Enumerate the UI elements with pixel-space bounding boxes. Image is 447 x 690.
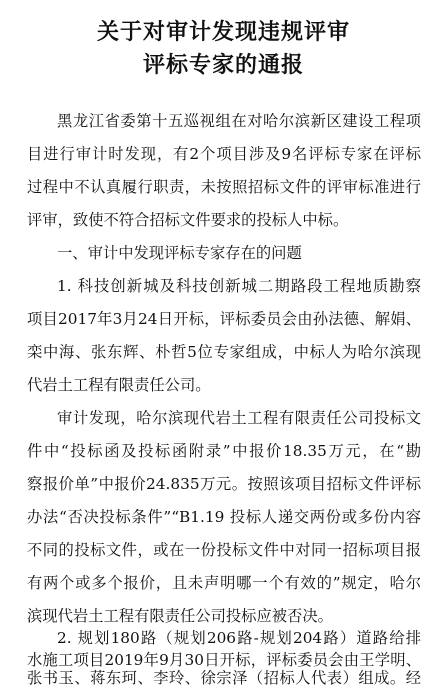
body-line-15: 有两个或多个报价，且未声明哪一个有效的”规定，哈尔 [27,574,421,592]
document-title-line-1: 关于对审计发现违规评审 [96,19,350,45]
body-line-16: 滨现代岩土工程有限责任公司投标应被否决。 [27,607,333,625]
body-line-4: 评审，致使不符合招标文件要求的投标人中标。 [27,211,349,229]
body-line-13: 办法“否决投标条件”“B1.19 投标人递交两份或多份内容 [27,508,421,526]
body-line-8: 栾中海、张东辉、朴哲5位专家组成，中标人为哈尔滨现 [27,343,421,361]
section-heading-1: 一、审计中发现评标专家存在的问题 [57,244,302,262]
body-line-1: 黑龙江省委第十五巡视组在对哈尔滨新区建设工程项 [57,112,421,130]
body-line-9: 代岩土工程有限责任公司。 [27,376,211,394]
body-line-6: 1. 科技创新城及科技创新城二期路段工程地质勘察 [57,277,421,295]
body-line-10: 审计发现，哈尔滨现代岩土工程有限责任公司投标文 [57,409,421,427]
body-line-7: 项目2017年3月24日开标，评标委员会由孙法德、解娟、 [27,310,421,328]
body-line-12: 察报价单”中报价24.835万元。按照该项目招标文件评标 [27,475,421,493]
body-line-11: 件中“投标函及投标函附录”中报价18.35万元，在“勘 [27,442,421,460]
body-line-14: 不同的投标文件，或在一份投标文件中对同一招标项目报 [27,541,421,559]
body-line-17: 2. 规划180路（规划206路-规划204路）道路给排 [57,629,421,647]
body-line-19: 张书玉、蒋东珂、李玲、徐宗泽（招标人代表）组成。经 [27,669,421,687]
document-title-line-2: 评标专家的通报 [142,52,304,78]
body-line-2: 目进行审计时发现，有2个项目涉及9名评标专家在评标 [27,145,421,163]
body-line-18: 水施工项目2019年9月30日开标，评标委员会由王学明、 [27,651,421,669]
body-line-3: 过程中不认真履行职责，未按照招标文件的评审标准进行 [27,178,421,196]
